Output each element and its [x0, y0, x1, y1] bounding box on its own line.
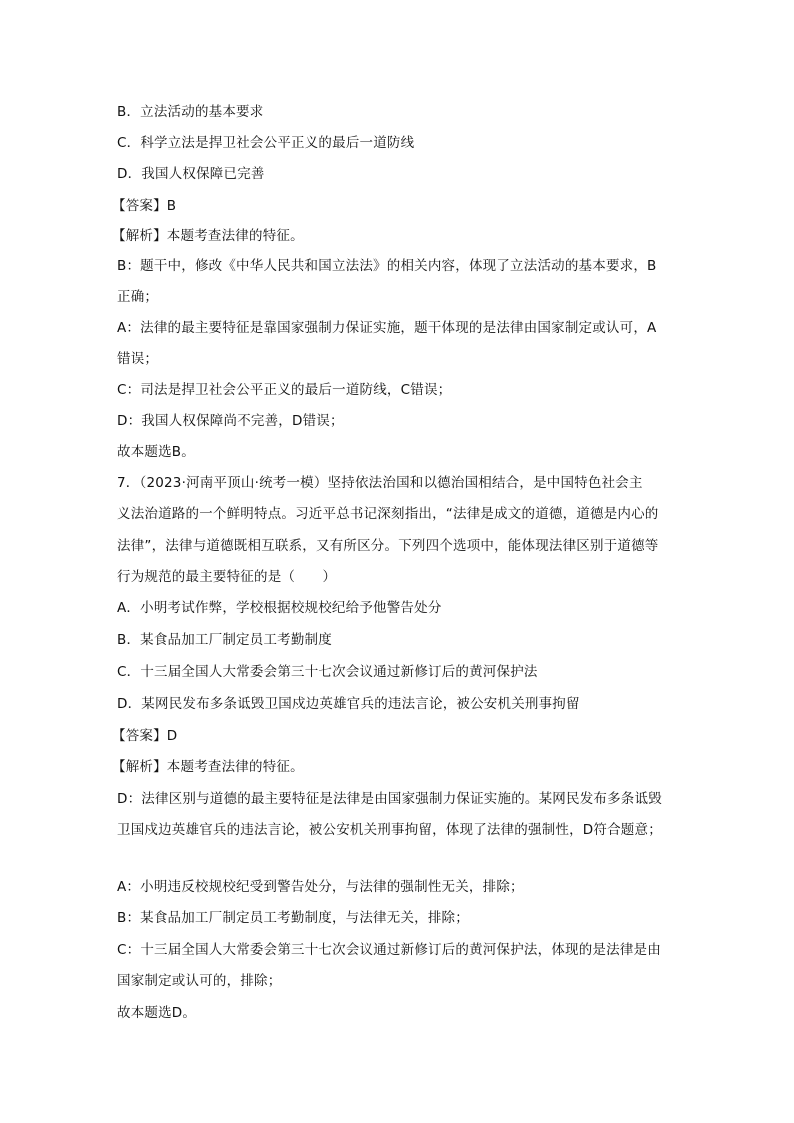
q7-stem-line: 7．（2023·河南平顶山·统考一模）坚持依法治国和以德治国相结合，是中国特色社会主: [117, 475, 643, 491]
q6-analysis-line: D：我国人权保障尚不完善，D错误；: [117, 413, 344, 429]
q7-analysis-line: C：十三届全国人大常委会第三十七次会议通过新修订后的黄河保护法，体现的是法律是由: [117, 942, 661, 958]
q6-answer: 【答案】B: [112, 198, 177, 214]
q7-stem-line: 法律”，法律与道德既相互联系，又有所区分。下列四个选项中，能体现法律区别于道德等: [117, 538, 659, 554]
q7-analysis-line: 卫国戍边英雄官兵的违法言论，被公安机关刑事拘留，体现了法律的强制性，D符合题意；: [117, 822, 662, 838]
q7-answer: 【答案】D: [112, 728, 178, 744]
q6-option-d: D．我国人权保障已完善: [117, 166, 265, 182]
q7-stem-line: 义法治道路的一个鲜明特点。习近平总书记深刻指出，“法律是成文的道德，道德是内心的: [117, 506, 659, 522]
q6-analysis-heading: 【解析】本题考查法律的特征。: [112, 228, 304, 244]
q7-stem-line: 行为规范的最主要特征的是（ ）: [117, 569, 337, 585]
q6-analysis-line: A：法律的最主要特征是靠国家强制力保证实施，题干体现的是法律由国家制定或认可，A: [117, 320, 657, 336]
q7-option-d: D．某网民发布多条诋毁卫国戍边英雄官兵的违法言论，被公安机关刑事拘留: [117, 696, 580, 712]
q7-analysis-line: B：某食品加工厂制定员工考勤制度，与法律无关，排除；: [117, 910, 469, 926]
q7-option-b: B．某食品加工厂制定员工考勤制度: [117, 632, 332, 648]
q6-analysis-line: 正确；: [117, 289, 159, 305]
q6-analysis-line: 错误；: [117, 351, 159, 367]
q7-option-c: C．十三届全国人大常委会第三十七次会议通过新修订后的黄河保护法: [117, 664, 538, 680]
q7-analysis-line: 国家制定或认可的，排除；: [117, 973, 282, 989]
q6-conclusion: 故本题选B。: [117, 444, 195, 460]
q6-option-b: B．立法活动的基本要求: [117, 104, 264, 120]
q7-option-a: A．小明考试作弊，学校根据校规校纪给予他警告处分: [117, 600, 442, 616]
q6-analysis-line: C：司法是捍卫社会公平正义的最后一道防线，C错误；: [117, 382, 452, 398]
q7-conclusion: 故本题选D。: [117, 1005, 197, 1021]
q6-analysis-line: B：题干中，修改《中华人民共和国立法法》的相关内容，体现了立法活动的基本要求，B: [117, 258, 657, 274]
q6-option-c: C．科学立法是捍卫社会公平正义的最后一道防线: [117, 135, 415, 151]
q7-analysis-line: A：小明违反校规校纪受到警告处分，与法律的强制性无关，排除；: [117, 879, 524, 895]
q7-analysis-heading: 【解析】本题考查法律的特征。: [112, 759, 304, 775]
q7-analysis-line: D：法律区别与道德的最主要特征是法律是由国家强制力保证实施的。某网民发布多条诋毁: [117, 791, 662, 807]
